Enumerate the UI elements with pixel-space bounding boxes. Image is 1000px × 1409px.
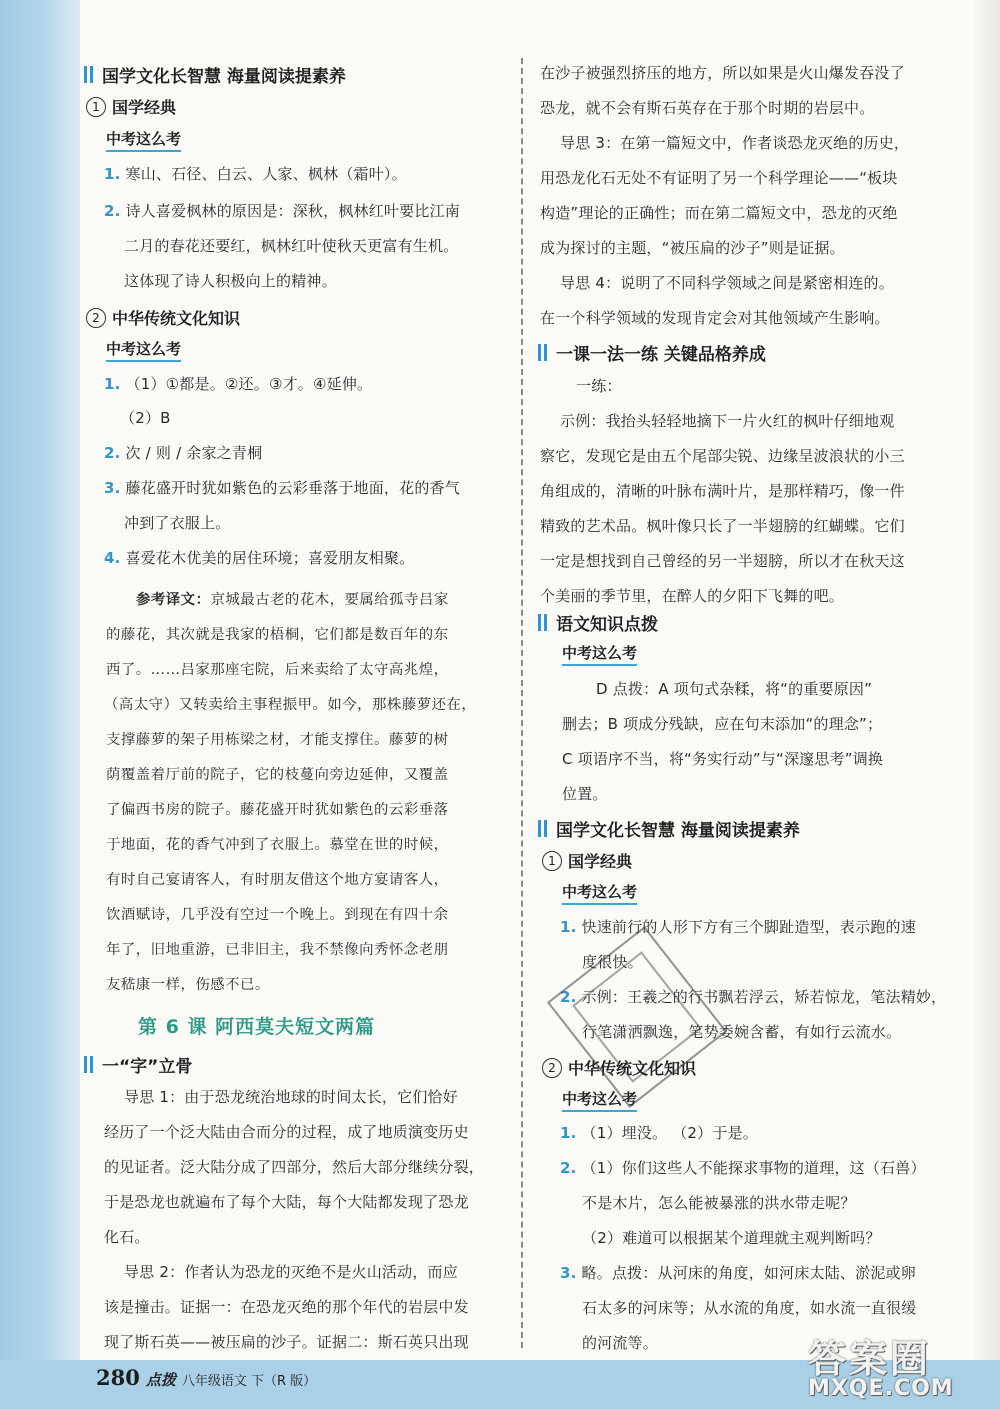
example-line: 察它，发现它是由五个尾部尖锐、边缘呈波浪状的小三: [540, 447, 905, 465]
example-line: 一定是想找到自己曾经的另一半翅膀，所以才在秋天这: [540, 552, 905, 570]
brand-logo: 点拨: [145, 1371, 176, 1389]
answer-line: 度很快。: [582, 953, 643, 971]
section-heading-yuwen-zhishi: 语文知识点拨: [538, 610, 658, 635]
body-line: 在一个科学领域的发现肯定会对其他领域产生影响。: [540, 309, 890, 327]
section-heading-guoxue: 国学文化长智慧 海量阅读提素养: [84, 62, 346, 87]
reference-translation-line: 西了。……吕家那座宅院，后来卖给了太守高兆煌，: [106, 662, 449, 678]
yilian-label: 一练：: [576, 377, 622, 395]
answer-line: （2）难道可以根据某个道理就主观判断吗？: [582, 1229, 881, 1247]
subheading-chuantong-wenhua: 2 中华传统文化知识: [86, 306, 240, 329]
body-line: 现了斯石英——被压扁的沙子。证据二：斯石英只出现: [104, 1333, 469, 1351]
body-line: 成为探讨的主题，“被压扁的沙子”则是证据。: [540, 239, 845, 257]
watermark-title: 答案圈: [808, 1337, 932, 1381]
section-heading-guoxue-2: 国学文化长智慧 海量阅读提素养: [538, 816, 800, 841]
example-line: 个美丽的季节里，在醉人的夕阳下飞舞的吧。: [540, 587, 845, 605]
reference-translation-line: 的藤花，其次就是我家的梧桐，它们都是数百年的东: [106, 627, 449, 643]
example-line: 精致的艺术品。枫叶像只长了一半翅膀的红蝴蝶。它们: [540, 517, 905, 535]
body-line: 经历了一个泛大陆由合而分的过程，成了地质演变历史: [104, 1123, 469, 1141]
answer-line: 2. （1）你们这些人不能探求事物的道理，这（石兽）: [560, 1159, 926, 1177]
reference-translation-line: （高太守）又转卖给主事程振甲。如今，那株藤萝还在，: [104, 697, 477, 713]
point-line: 删去；B 项成分残缺，应在句末添加“的理念”；: [562, 715, 883, 733]
answer-line: 4. 喜爱花木优美的居住环境；喜爱朋友相聚。: [104, 549, 415, 567]
circled-number-icon: 1: [86, 97, 106, 117]
reference-translation-line: 于地面，花的香气冲到了衣服上。慕堂在世的时候，: [106, 837, 449, 853]
subheading-guoxue-jingdian-2: 1 国学经典: [542, 849, 632, 872]
body-line: 构造”理论的正确性；而在第二篇短文中，恐龙的灭绝: [540, 204, 898, 222]
answer-line: 2. 诗人喜爱枫林的原因是：深秋，枫林红叶要比江南: [104, 202, 460, 220]
column-divider: [521, 58, 523, 1348]
circled-number-icon: 1: [542, 851, 562, 871]
body-line: 用恐龙化石无处不有证明了另一个科学理论——“板块: [540, 169, 898, 187]
point-line: 位置。: [562, 785, 608, 803]
page-number: 280: [96, 1365, 140, 1390]
left-color-band: [0, 0, 80, 1409]
answer-line: 3. 略。点拨：从河床的角度，如河床太陆、淤泥或卵: [560, 1264, 916, 1282]
example-line: 角组成的，清晰的叶脉布满叶片，是那样精巧，像一件: [540, 482, 905, 500]
reference-translation-line: 支撑藤萝的架子用栋梁之材，才能支撑住。藤萝的树: [106, 732, 449, 748]
lesson-title: 第 6 课 阿西莫夫短文两篇: [138, 1016, 376, 1038]
answer-line: 3. 藤花盛开时犹如紫色的云彩垂落于地面，花的香气: [104, 479, 460, 497]
answer-line: 2. 示例：王羲之的行书飘若浮云，矫若惊龙，笔法精妙，: [560, 988, 947, 1006]
body-line: 恐龙，就不会有斯石英存在于那个时期的岩层中。: [540, 99, 875, 117]
body-line: 该是撞击。证据一：在恐龙灭绝的那个年代的岩层中发: [104, 1298, 469, 1316]
example-line: 示例：我抬头轻轻地摘下一片火红的枫叶仔细地观: [560, 412, 895, 430]
book-grade-label: 八年级语文 下（R 版）: [181, 1374, 317, 1389]
zhongkao-label: 中考这么考: [562, 881, 637, 905]
subheading-chuantong-wenhua-2: 2 中华传统文化知识: [542, 1056, 696, 1079]
double-bar-icon: [84, 1056, 96, 1073]
section-heading-yike-yifa: 一课一法一练 关键品格养成: [538, 340, 766, 365]
answer-line: 二月的春花还要红，枫林红叶使秋天更富有生机。: [124, 237, 459, 255]
double-bar-icon: [84, 66, 96, 83]
answer-line: 的河流等。: [582, 1334, 659, 1352]
answer-line: 石太多的河床等；从水流的角度，如水流一直很缓: [582, 1299, 917, 1317]
body-line: 于是恐龙也就遍布了每个大陆，每个大陆都发现了恐龙: [104, 1193, 469, 1211]
body-line: 化石。: [104, 1228, 150, 1246]
faint-stamp-mark: [547, 926, 727, 1108]
answer-line: 不是木片，怎么能被暴涨的洪水带走呢？: [582, 1194, 856, 1212]
reference-translation-line: 有时自己宴请客人，有时朋友借这个地方宴请客人，: [106, 872, 449, 888]
body-line: 导思 3：在第一篇短文中，作者谈恐龙灭绝的历史，: [560, 134, 910, 152]
body-line: 导思 1：由于恐龙统治地球的时间太长，它们恰好: [124, 1088, 458, 1106]
circled-number-icon: 2: [86, 308, 106, 328]
body-line: 在沙子被强烈挤压的地方，所以如果是火山爆发吞没了: [540, 64, 905, 82]
page-footer: [96, 1365, 316, 1391]
answer-line: 1. 寒山、石径、白云、人家、枫林（霜叶）。: [104, 165, 407, 183]
reference-translation-line: 参考译文：京城最古老的花木，要属给孤寺吕家: [136, 591, 449, 608]
answer-line: 这体现了诗人积极向上的精神。: [124, 272, 337, 290]
body-line: 导思 2：作者认为恐龙的灭绝不是火山活动，而应: [124, 1263, 458, 1281]
answer-line: 1. 快速前行的人形下方有三个脚趾造型，表示跑的速: [560, 918, 916, 936]
reference-translation-line: 饮酒赋诗，几乎没有空过一个晚上。到现在有四十余: [106, 907, 449, 923]
watermark-logo: [808, 1328, 988, 1404]
zhongkao-label: 中考这么考: [106, 338, 181, 362]
page-edge-shadow: [972, 0, 1000, 1409]
double-bar-icon: [538, 614, 550, 631]
zhongkao-label: 中考这么考: [106, 128, 181, 152]
point-line: C 项语序不当，将“务实行动”与“深邃思考”调换: [562, 750, 884, 768]
double-bar-icon: [538, 820, 550, 837]
answer-line: 2. 次 / 则 / 余家之青桐: [104, 444, 263, 462]
reference-translation-line: 了偏西书房的院子。藤花盛开时犹如紫色的云彩垂落: [106, 802, 449, 818]
answer-line: 行笔潇洒飘逸，笔势委婉含蓄，有如行云流水。: [582, 1023, 902, 1041]
section-heading-yizi-ligu: 一“字”立骨: [84, 1052, 192, 1077]
reference-translation-line: 友嵇康一样，伤感不已。: [106, 977, 270, 993]
reference-translation-line: 年了，旧地重游，已非旧主，我不禁像向秀怀念老朋: [106, 942, 449, 958]
zhongkao-label: 中考这么考: [562, 1088, 637, 1112]
answer-line: 1. （1）埋没。 （2）于是。: [560, 1124, 758, 1142]
point-line: D 点拨：A 项句式杂糅，将“的重要原因”: [596, 680, 873, 698]
answer-line: （2）B: [120, 409, 171, 427]
answer-line: 冲到了衣服上。: [124, 514, 231, 532]
double-bar-icon: [538, 344, 550, 361]
body-line: 导思 4：说明了不同科学领域之间是紧密相连的。: [560, 274, 894, 292]
subheading-guoxue-jingdian: 1 国学经典: [86, 95, 176, 118]
circled-number-icon: 2: [542, 1058, 562, 1078]
answer-line: 1. （1）①都是。②还。③才。④延伸。: [104, 375, 373, 393]
watermark-url: MXQE.COM: [808, 1376, 954, 1401]
reference-translation-line: 荫覆盖着厅前的院子，它的枝蔓向旁边延伸，又覆盖: [106, 767, 449, 783]
body-line: 的见证者。泛大陆分成了四部分，然后大部分继续分裂，: [104, 1158, 485, 1176]
zhongkao-label: 中考这么考: [562, 642, 637, 666]
